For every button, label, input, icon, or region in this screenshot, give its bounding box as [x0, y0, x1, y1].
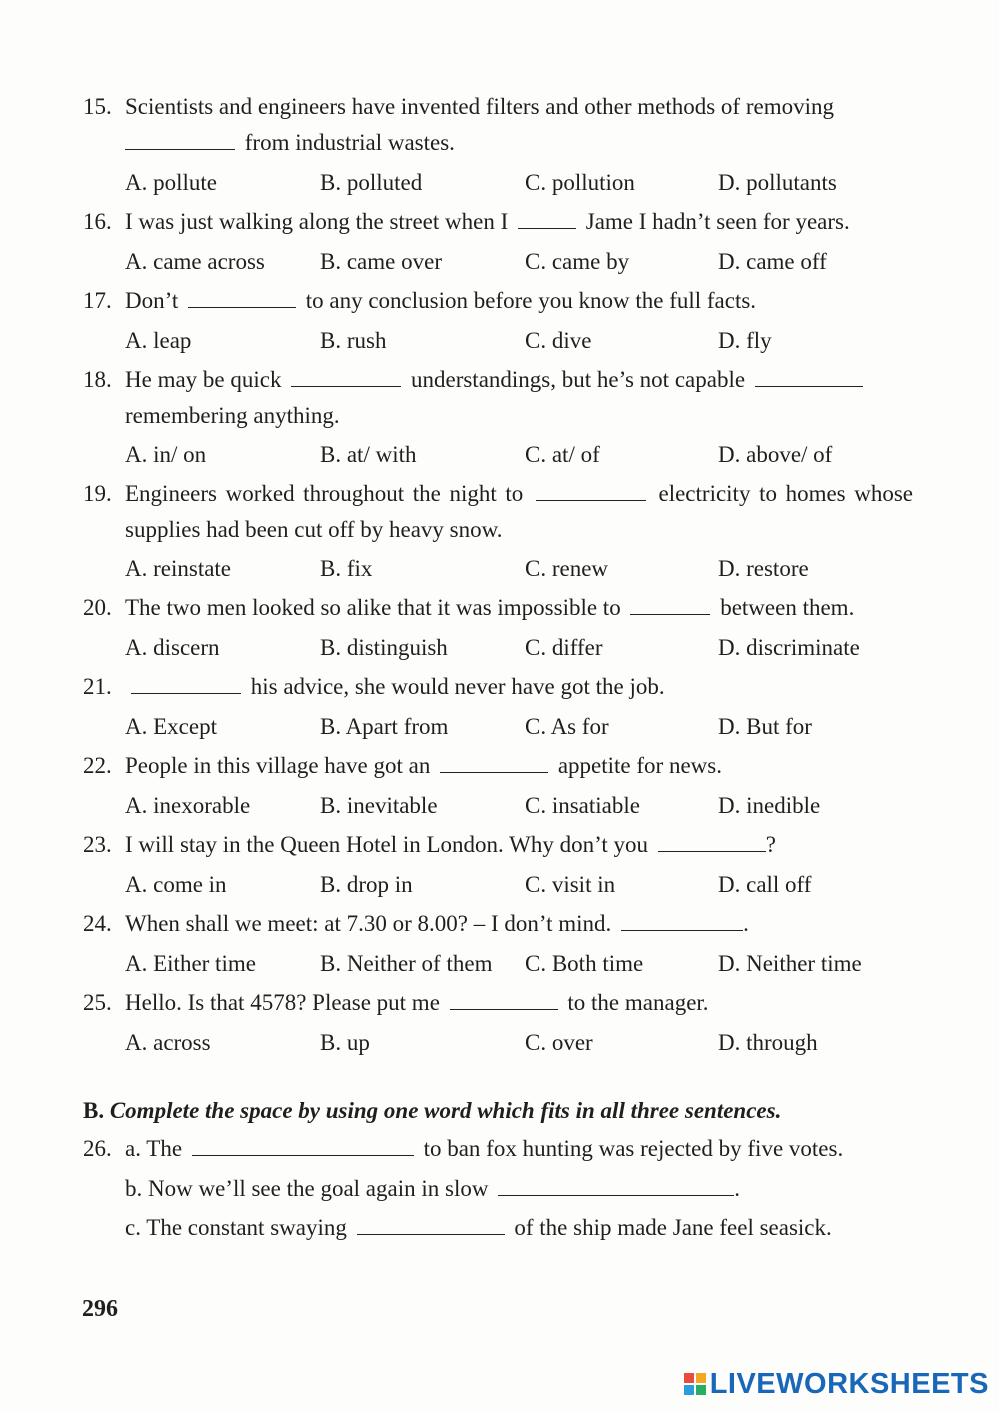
answer-blank[interactable]: [536, 480, 646, 501]
option-a[interactable]: A. Either time: [125, 951, 256, 976]
question-text: Don’t: [125, 288, 179, 313]
question-21: [83, 669, 913, 705]
options-20: [125, 630, 925, 666]
option-b[interactable]: B. Neither of them: [320, 951, 493, 976]
answer-blank[interactable]: [131, 673, 241, 694]
option-c[interactable]: C. visit in: [525, 872, 616, 897]
question-23: [83, 827, 913, 863]
options-19: [125, 551, 925, 587]
question-number: 25.: [83, 990, 112, 1015]
question-text: electricity to homes whose supplies had been cut off by heavy snow.: [125, 481, 914, 542]
option-c[interactable]: C. renew: [525, 556, 609, 581]
question-number: 22.: [83, 753, 112, 778]
answer-blank[interactable]: [357, 1214, 505, 1235]
question-17: [83, 283, 913, 319]
question-text: to the manager.: [567, 990, 709, 1015]
brand-text: LIVEWORKSHEETS: [709, 1368, 989, 1400]
answer-blank[interactable]: [498, 1175, 734, 1196]
option-a[interactable]: A. across: [125, 1030, 211, 1055]
option-d[interactable]: D. through: [718, 1030, 818, 1055]
option-d[interactable]: D. came off: [718, 249, 827, 274]
option-a[interactable]: A. inexorable: [125, 793, 251, 818]
option-d[interactable]: D. pollutants: [718, 170, 837, 195]
answer-blank[interactable]: [192, 1135, 414, 1156]
question-number: 18.: [83, 367, 112, 392]
question-16: [83, 204, 913, 240]
option-a[interactable]: A. discern: [125, 635, 220, 660]
option-c[interactable]: C. As for: [525, 714, 609, 739]
option-c[interactable]: C. at/ of: [525, 442, 600, 467]
question-text: ?: [765, 832, 776, 857]
options-18: [125, 437, 925, 473]
question-number: 24.: [83, 911, 112, 936]
option-a[interactable]: A. come in: [125, 872, 227, 897]
answer-blank[interactable]: [621, 910, 743, 931]
option-b[interactable]: B. distinguish: [320, 635, 448, 660]
options-25: [125, 1025, 925, 1061]
option-c[interactable]: C. dive: [525, 328, 592, 353]
question-text: When shall we meet: at 7.30 or 8.00? – I don’t mind.: [125, 911, 612, 936]
question-text: .: [743, 911, 749, 936]
option-c[interactable]: C. differ: [525, 635, 603, 660]
answer-blank[interactable]: [518, 208, 576, 229]
answer-blank[interactable]: [125, 129, 235, 150]
option-d[interactable]: D. fly: [718, 328, 772, 353]
answer-blank[interactable]: [440, 752, 548, 773]
question-text: remembering anything.: [125, 403, 340, 428]
question-text: understandings, but he’s not capable: [410, 367, 746, 392]
question-15: [83, 89, 913, 161]
answer-blank[interactable]: [630, 594, 710, 615]
question-text: his advice, she would never have got the job.: [250, 674, 665, 699]
section-b-heading: [83, 1093, 781, 1129]
question-text: Engineers worked throughout the night to: [125, 481, 524, 506]
option-c[interactable]: C. insatiable: [525, 793, 640, 818]
option-b[interactable]: B. up: [320, 1030, 370, 1055]
option-d[interactable]: D. restore: [718, 556, 809, 581]
option-d[interactable]: D. call off: [718, 872, 812, 897]
question-number: 20.: [83, 595, 112, 620]
page-number: 296: [82, 1296, 118, 1322]
option-b[interactable]: B. at/ with: [320, 442, 417, 467]
question-text: b. Now we’ll see the goal again in slow: [125, 1176, 489, 1201]
question-text: Scientists and engineers have invented filters and other methods of removing: [125, 94, 834, 119]
answer-blank[interactable]: [755, 366, 863, 387]
liveworksheets-icon: [684, 1373, 706, 1395]
question-number: 21.: [83, 674, 112, 699]
option-c[interactable]: C. Both time: [525, 951, 644, 976]
options-21: [125, 709, 925, 745]
option-d[interactable]: D. inedible: [718, 793, 821, 818]
question-text: I was just walking along the street when I: [125, 209, 509, 234]
option-a[interactable]: A. came across: [125, 249, 265, 274]
question-text: People in this village have got an: [125, 753, 431, 778]
option-b[interactable]: B. drop in: [320, 872, 413, 897]
question-text: appetite for news.: [557, 753, 722, 778]
question-text: of the ship made Jane feel seasick.: [514, 1215, 832, 1240]
question-text: to ban fox hunting was rejected by five votes.: [423, 1136, 844, 1161]
question-number: 26.: [83, 1136, 112, 1161]
options-23: [125, 867, 925, 903]
option-a[interactable]: A. leap: [125, 328, 192, 353]
option-a[interactable]: A. in/ on: [125, 442, 207, 467]
question-text: from industrial wastes.: [244, 130, 455, 155]
section-instruction: Complete the space by using one word which fits in all three sentences.: [109, 1098, 782, 1123]
options-17: [125, 323, 925, 359]
option-b[interactable]: B. polluted: [320, 170, 423, 195]
option-b[interactable]: B. came over: [320, 249, 442, 274]
question-text: a. The: [125, 1136, 183, 1161]
question-number: 15.: [83, 94, 112, 119]
answer-blank[interactable]: [450, 989, 558, 1010]
options-15: [125, 165, 925, 201]
question-text: I will stay in the Queen Hotel in London. Why don’t you: [125, 832, 648, 857]
option-c[interactable]: C. over: [525, 1030, 593, 1055]
question-25: [83, 985, 913, 1021]
options-22: [125, 788, 925, 824]
option-b[interactable]: B. fix: [320, 556, 373, 581]
answer-blank[interactable]: [188, 287, 296, 308]
section-letter: B.: [83, 1098, 105, 1123]
options-16: [125, 244, 925, 280]
question-26: [83, 1131, 913, 1167]
question-text: between them.: [720, 595, 855, 620]
option-d[interactable]: D. Neither time: [718, 951, 862, 976]
option-c[interactable]: C. pollution: [525, 170, 635, 195]
option-a[interactable]: A. reinstate: [125, 556, 232, 581]
question-number: 16.: [83, 209, 112, 234]
question-19: [83, 476, 913, 548]
question-24: [83, 906, 913, 942]
option-b[interactable]: B. inevitable: [320, 793, 438, 818]
question-text: The two men looked so alike that it was impossible to: [125, 595, 621, 620]
question-18: [83, 362, 913, 434]
question-text: to any conclusion before you know the full facts.: [305, 288, 757, 313]
liveworksheets-logo: [684, 1368, 989, 1401]
option-a[interactable]: A. Except: [125, 714, 217, 739]
question-number: 19.: [83, 481, 112, 506]
option-d[interactable]: D. above/ of: [718, 442, 833, 467]
question-20: [83, 590, 913, 626]
answer-blank[interactable]: [291, 366, 401, 387]
question-text: c. The constant swaying: [125, 1215, 347, 1240]
question-text: .: [734, 1176, 740, 1201]
question-text: Jame I hadn’t seen for years.: [585, 209, 850, 234]
option-c[interactable]: C. came by: [525, 249, 630, 274]
question-22: [83, 748, 913, 784]
options-24: [125, 946, 925, 982]
answer-blank[interactable]: [658, 831, 766, 852]
option-d[interactable]: D. discriminate: [718, 635, 860, 660]
option-b[interactable]: B. Apart from: [320, 714, 449, 739]
question-number: 17.: [83, 288, 112, 313]
question-text: Hello. Is that 4578? Please put me: [125, 990, 440, 1015]
option-a[interactable]: A. pollute: [125, 170, 217, 195]
question-text: He may be quick: [125, 367, 282, 392]
option-d[interactable]: D. But for: [718, 714, 812, 739]
question-26b: [125, 1171, 740, 1207]
question-26c: [125, 1210, 832, 1246]
question-number: 23.: [83, 832, 112, 857]
option-b[interactable]: B. rush: [320, 328, 387, 353]
